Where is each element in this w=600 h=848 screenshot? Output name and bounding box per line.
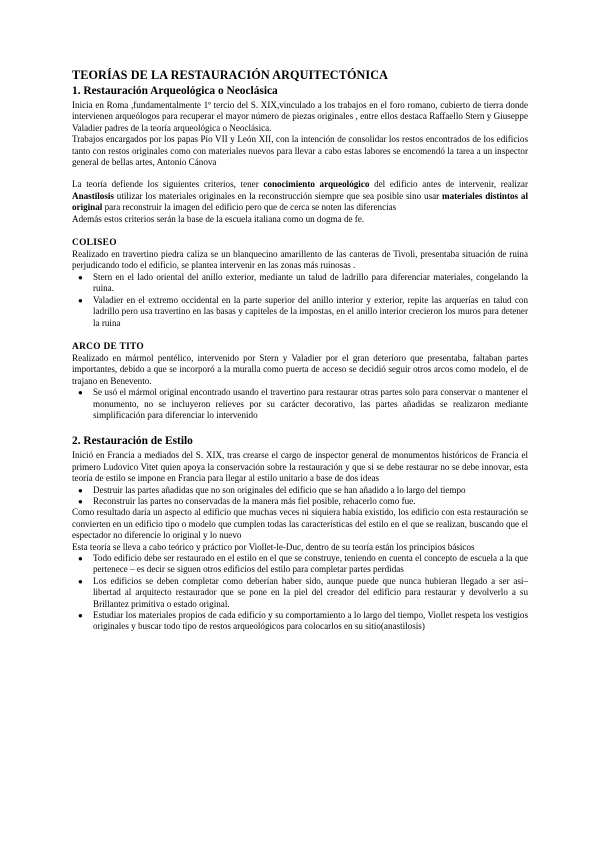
bold-term-conocimiento: conocimiento arqueológico: [263, 179, 370, 190]
list-item: [72, 485, 528, 496]
bullet-icon: ●: [78, 554, 83, 563]
list-item: [72, 610, 528, 633]
text-run: para reconstruir la imagen del edificio pero que de cerca se noten las diferencias: [102, 202, 397, 213]
section1-paragraph-2: Trabajos encargados por los papas Pío VII y León XII, con la intención de consolidar los restos encontrados de los edificios tanto con restos originales como con materiales nuevos para llevar a cabo estas labores se encomendó la tarea a un inspector general de bellas artes, Antonio Cánova: [72, 134, 528, 168]
list-item: [72, 272, 528, 295]
section2-heading: 2. Restauración de Estilo: [72, 435, 193, 448]
bullet-icon: ●: [78, 295, 83, 305]
coliseo-list: [72, 272, 528, 329]
section1-paragraph-4: Además estos criterios serán la base de la escuela italiana como un dogma de fe.: [72, 213, 365, 224]
list-item-text: Todo edificio debe ser restaurado en el estilo en el que se construye, teniendo en cuenta el concepto de escuela a la que pertenece – es decir se siguen otros edificios del estilo para completar partes perdidas: [93, 553, 528, 575]
list-item: [72, 496, 528, 507]
section2-paragraph-3: Esta teoría se lleva a cabo teórico y práctico por Viollet-le-Duc, dentro de su teoría están los principios básicos: [72, 541, 475, 552]
list-item-text: Destruir las partes añadidas que no son originales del edificio que se han añadido a lo largo del tiempo: [93, 484, 466, 495]
list-item: [72, 387, 528, 421]
list-item-text: Se usó el mármol original encontrado usando el travertino para restaurar otras partes solo para conservar o mantener el monumento, no se incluyeron relieves por su carácter decorativo, las partes añadidas se realizaron mediante simplificación para diferenciar lo intervenido: [93, 387, 528, 420]
text-run: del edificio antes de intervenir, realizar: [369, 179, 528, 190]
section1-paragraph-1: Inicia en Roma ,fundamentalmente 1º tercio del S. XIX,vinculado a los trabajos en el foro romano, cubierto de tierra donde intervienen arqueólogos para recuperar el mayor número de piezas originales , entre ellos destaca Raffaello Stern y Giuseppe Valadier padres de la teoría arqueológica o Neoclásica.: [72, 100, 528, 133]
arco-paragraph: Realizado en mármol pentélico, intervenido por Stern y Valadier por el gran deterioro que presentaba, faltaban partes importantes, debido a que se incorporó a la muralla como puerta de acceso se decidió seguir otros arcos como modelo, el de trajano en Benevento.: [72, 352, 528, 386]
bullet-icon: ●: [78, 485, 83, 495]
list-item-text: Valadier en el extremo occidental en la parte superior del anillo interior y exterior, repite las arquerías en talud con ladrillo pero usa travertino en las basas y capiteles de la impostas, en el anillo interior crecieron los muros para detener la ruina: [93, 294, 528, 328]
section2-list-2: [72, 553, 528, 633]
list-item: [72, 553, 528, 576]
text-run: utilizar los materiales originales en la reconstrucción siempre que sea posible sino usar: [113, 190, 443, 201]
section2-paragraph-2: Como resultado daría un aspecto al edificio que muchas veces ni siquiera había existido, los edificio con esta restauración se convierten en un edificio tipo o modelo que cumplen todas las características del estilo en el que se realizan, buscando que el espectador no diferencie lo original y lo nuevo: [72, 507, 528, 541]
section2-list-1: [72, 485, 528, 508]
arco-heading: ARCO DE TITO: [72, 341, 145, 352]
section1-heading: 1. Restauración Arqueológica o Neoclásica: [72, 85, 278, 97]
bullet-icon: ●: [78, 576, 83, 586]
document-page: [72, 68, 528, 633]
section2-paragraph-1: Inició en Francia a mediados del S. XIX, tras crearse el cargo de inspector general de monumentos históricos de Francia el primero Ludovico Vitet quien apoya la conservación sobre la restauración y que si se debe restaurar no se debe innovar, esta teoría de estilo se impone en Francia para llegar al estilo unitario a base de dos ideas: [72, 450, 528, 484]
bullet-icon: ●: [78, 611, 83, 621]
list-item: [72, 295, 528, 329]
list-item-text: Stern en el lado oriental del anillo exterior, mediante un talud de ladrillo para diferenciar materiales, congelando la ruina.: [93, 271, 528, 294]
coliseo-paragraph: Realizado en travertino piedra caliza se un blanquecino amarillento de las canteras de Tivoli, presentaba situación de ruina perjudicando todo el edificio, se plantea intervenir en las zonas más ruinosas .: [72, 249, 528, 271]
bullet-icon: ●: [78, 272, 83, 282]
section1-paragraph-3: [72, 179, 528, 213]
coliseo-heading: COLISEO: [72, 238, 117, 249]
bold-term-anastilosis: Anastilosis: [72, 190, 114, 201]
bullet-icon: ●: [78, 388, 83, 398]
list-item: [72, 576, 528, 610]
list-item-text: Los edificios se deben completar como deberían haber sido, aunque puede que nunca hubieran llegado a ser así– libertad al arquitecto restaurador que se pone en la piel del creador del edificio para restaurar y devolverlo a su Brillantez primitiva o estado original.: [93, 575, 528, 609]
list-item-text: Estudiar los materiales propios de cada edificio y su comportamiento a lo largo del tiempo, Viollet respeta los vestigios originales y buscar todo tipo de restos arqueológicos para colocarlos en su sitio(anastilosis): [93, 610, 528, 632]
text-run: La teoría defiende los siguientes criterios, tener: [72, 179, 264, 190]
bullet-icon: ●: [78, 496, 83, 506]
document-title: TEORÍAS DE LA RESTAURACIÓN ARQUITECTÓNICA: [72, 68, 389, 82]
arco-list: [72, 387, 528, 421]
list-item-text: Reconstruir las partes no conservadas de la manera más fiel posible, rehacerlo como fue.: [93, 495, 416, 506]
bold-term-materiales: materiales distintos al original: [72, 190, 529, 213]
